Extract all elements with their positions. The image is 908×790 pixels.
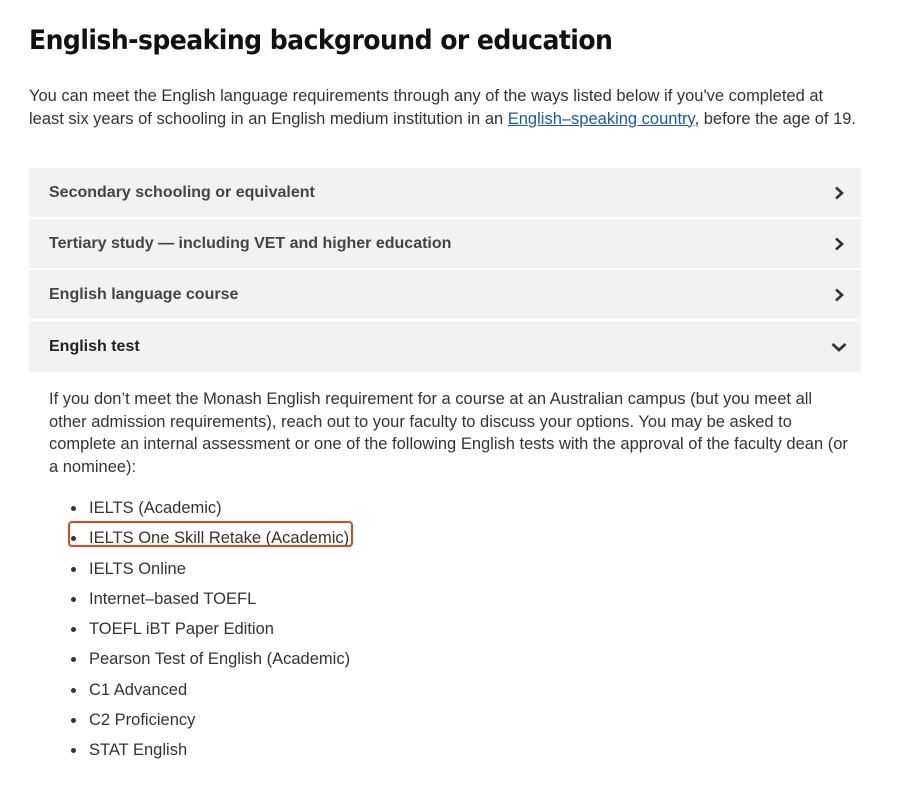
chevron-right-icon <box>831 287 847 303</box>
list-item <box>49 554 350 584</box>
list-item-text: TOEFL iBT Paper Edition <box>89 620 274 639</box>
accordion-item-label: Secondary schooling or equivalent <box>49 183 315 201</box>
list-item-text: STAT English <box>89 741 188 760</box>
list-item <box>49 584 350 614</box>
accordion-item-label: Tertiary study — including VET and higher education <box>49 234 452 252</box>
english-test-description: If you don’t meet the Monash English requirement for a course at an Australian campus (but you meet all other admission requirements), reach out to your faculty to discuss your options. You may be asked to complete an internal assessment or one of the following English tests with the approval of the faculty dean (or a nominee): <box>49 390 848 476</box>
accordion <box>29 168 861 372</box>
accordion-item-secondary-schooling[interactable] <box>29 168 861 217</box>
bullet-icon <box>71 506 76 511</box>
english-test-panel <box>49 388 849 760</box>
chevron-right-icon <box>831 185 847 201</box>
english-speaking-country-link[interactable]: English–speaking country <box>507 109 695 128</box>
accordion-item-label: English language course <box>49 285 239 303</box>
accordion-item-tertiary-study[interactable] <box>29 219 861 268</box>
accordion-item-english-test[interactable] <box>29 321 861 372</box>
list-item-text: IELTS One Skill Retake (Academic) <box>89 529 350 548</box>
list-item <box>49 493 350 523</box>
page-title: English-speaking background or education <box>29 25 613 56</box>
list-item-text: IELTS Online <box>89 559 186 578</box>
list-item-text: C1 Advanced <box>89 680 188 699</box>
accordion-item-label: English test <box>49 337 140 355</box>
highlight-annotation-box <box>68 521 353 547</box>
list-item <box>49 644 350 674</box>
chevron-right-icon <box>831 236 847 252</box>
accordion-item-english-language-course[interactable] <box>29 270 861 319</box>
list-item-text: C2 Proficiency <box>89 711 196 730</box>
bullet-icon <box>71 597 76 602</box>
list-item-text: Pearson Test of English (Academic) <box>89 650 351 669</box>
bullet-icon <box>71 688 76 693</box>
list-item <box>49 675 350 705</box>
chevron-down-icon <box>831 339 847 355</box>
bullet-icon <box>71 718 76 723</box>
bullet-icon <box>71 567 76 572</box>
intro-text-before: You can meet the English language requirements through any of the ways listed below if you've completed at least six years of schooling in an English medium institution in an <box>29 87 824 128</box>
list-item-text: Internet–based TOEFL <box>89 589 257 608</box>
bullet-icon <box>71 627 76 632</box>
intro-text-after: , before the age of 19. <box>694 109 857 128</box>
list-item <box>49 614 350 644</box>
bullet-icon <box>71 657 76 662</box>
list-item <box>49 735 350 765</box>
intro-paragraph <box>29 85 859 130</box>
list-item-text: IELTS (Academic) <box>89 499 222 517</box>
bullet-icon <box>71 748 76 753</box>
list-item <box>49 705 350 735</box>
